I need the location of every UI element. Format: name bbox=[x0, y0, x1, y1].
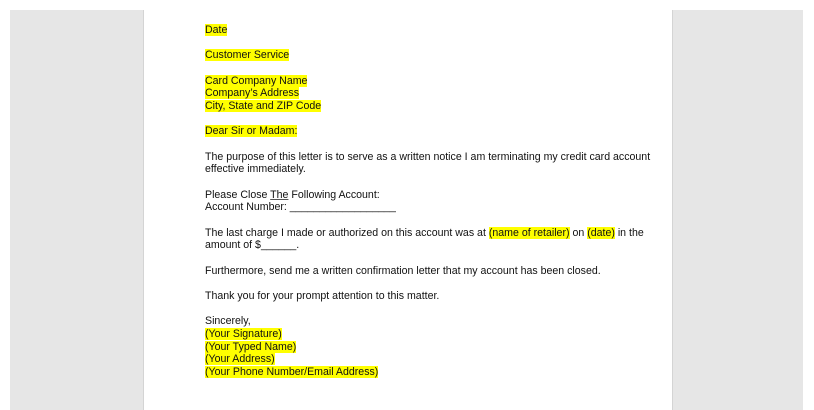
charge-text: on bbox=[569, 226, 588, 239]
address-line: City, State and ZIP Code bbox=[205, 100, 322, 112]
document-page[interactable] bbox=[143, 10, 673, 410]
letter-body[interactable] bbox=[205, 24, 651, 391]
account-paragraph bbox=[205, 189, 625, 214]
signature-line: (Your Address) bbox=[205, 353, 275, 366]
amount-line: amount of $______. bbox=[205, 239, 300, 252]
salutation: Dear Sir or Madam: bbox=[205, 125, 298, 138]
signature-block bbox=[205, 315, 625, 379]
address-line: Card Company Name bbox=[205, 74, 308, 87]
close-suffix: Following Account: bbox=[288, 188, 380, 201]
date-field-placeholder: (date) bbox=[587, 226, 615, 239]
account-number-line: Account Number: __________________ bbox=[205, 201, 396, 214]
paragraph-line: effective immediately. bbox=[205, 163, 306, 176]
closing-line: Sincerely, bbox=[205, 315, 251, 328]
thanks-paragraph: Thank you for your prompt attention to this matter. bbox=[205, 289, 440, 302]
date-placeholder: Date bbox=[205, 24, 228, 36]
retailer-placeholder: (name of retailer) bbox=[488, 226, 570, 239]
recipient-line: Customer Service bbox=[205, 49, 290, 62]
close-prefix: Please Close bbox=[205, 188, 271, 201]
charge-text: The last charge I made or authorized on this account was at bbox=[205, 226, 489, 239]
address-line: Company’s Address bbox=[205, 87, 300, 100]
company-address-block bbox=[205, 75, 625, 113]
paragraph-line: The purpose of this letter is to serve as a written notice I am terminating my credit card account bbox=[205, 150, 651, 163]
signature-line: (Your Typed Name) bbox=[205, 340, 297, 353]
charge-text: in the bbox=[614, 226, 644, 239]
signature-line: (Your Phone Number/Email Address) bbox=[205, 366, 379, 378]
purpose-paragraph bbox=[205, 150, 651, 176]
spellcheck-flagged-word[interactable]: The bbox=[270, 188, 289, 201]
charge-paragraph bbox=[205, 226, 644, 252]
signature-line: (Your Signature) bbox=[205, 327, 282, 340]
confirmation-paragraph: Furthermore, send me a written confirmation letter that my account has been closed. bbox=[205, 264, 601, 277]
